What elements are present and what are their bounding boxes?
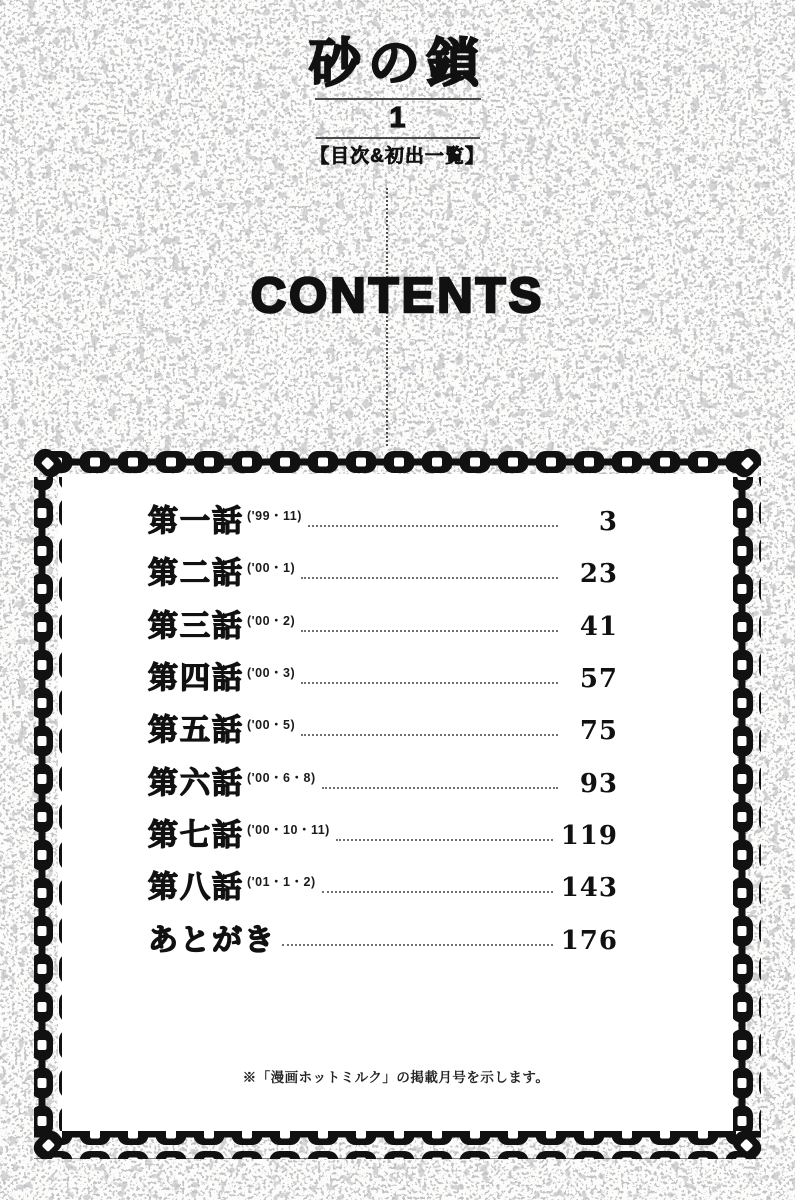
chain-right [733,477,761,1131]
page-number: 57 [579,664,618,695]
toc-row [148,757,618,809]
chapter-date: ('00・5) [247,718,296,733]
toc-row [148,705,618,757]
chapter-label: 第一話 [148,505,244,539]
chapter-date: ('01・1・2) [247,875,316,890]
chapter-date: ('99・11) [247,509,302,524]
chapter-label: 第六話 [148,766,244,800]
chapter-label: 第五話 [148,714,244,748]
page-number: 75 [579,716,618,747]
toc-row [148,653,618,705]
page-number: 41 [579,611,618,642]
toc-row [148,914,618,966]
leader-dots [301,630,558,632]
toc-row [148,496,618,548]
chapter-label: 第七話 [148,818,244,852]
leader-dots [301,577,558,579]
toc-row [148,862,618,914]
leader-dots [301,682,558,684]
leader-dots [282,944,553,946]
volume-number: 1 [389,102,406,135]
page-number: 119 [560,820,618,851]
chapter-date: ('00・3) [247,666,296,681]
page-number: 176 [560,925,618,956]
toc-row [148,548,618,600]
chain-left [34,477,62,1131]
contents-heading: CONTENTS [250,269,545,323]
volume-underline [316,137,480,139]
leader-dots [322,891,553,893]
chapter-label: 第四話 [148,662,244,696]
page-number: 3 [598,507,618,538]
book-title: 砂の鎖 [308,35,486,93]
chapter-date: ('00・6・8) [247,770,316,785]
chapter-date: ('00・2) [247,613,296,628]
leader-dots [336,839,553,841]
chapter-label: あとがき [148,923,276,957]
chapter-date: ('00・10・11) [247,822,330,837]
leader-dots [308,525,558,527]
toc-list [148,496,618,967]
chapter-label: 第二話 [148,557,244,591]
chain-top [34,449,761,477]
page-number: 93 [579,768,618,799]
leader-dots [322,787,558,789]
leader-dots [301,734,558,736]
chain-bottom [34,1131,761,1159]
toc-row [148,601,618,653]
footnote: ※「漫画ホットミルク」の掲載月号を示します。 [242,1070,550,1085]
page-number: 23 [579,559,618,590]
title-underline [315,98,481,100]
chapter-date: ('00・1) [247,561,296,576]
page-subtitle: 【目次&初出一覧】 [310,145,485,167]
chapter-label: 第三話 [148,609,244,643]
chapter-label: 第八話 [148,871,244,905]
book-header [0,36,795,168]
toc-row [148,810,618,862]
page-number: 143 [560,873,618,904]
